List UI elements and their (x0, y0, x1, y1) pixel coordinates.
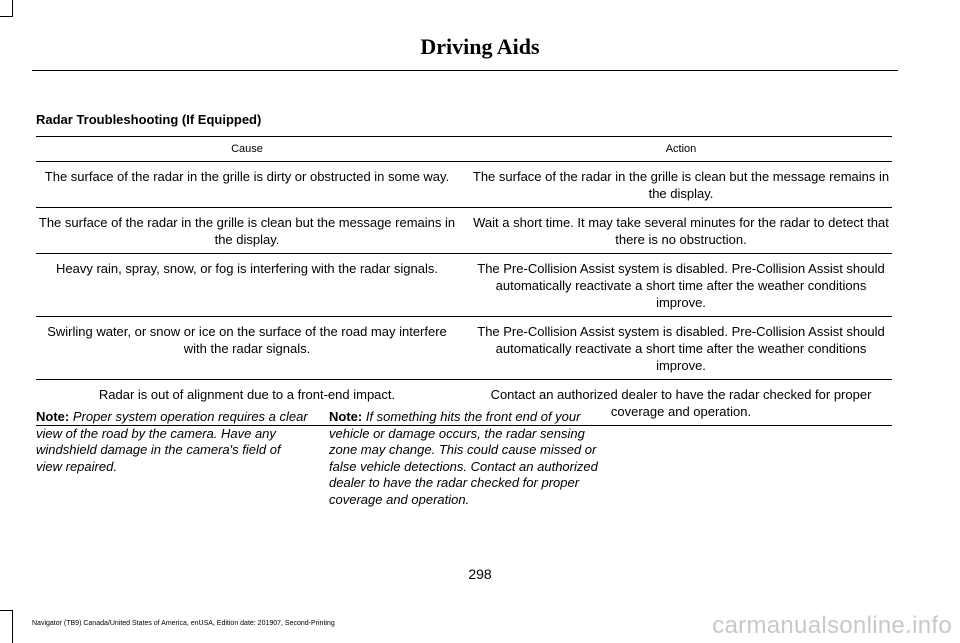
table-row (36, 208, 892, 254)
crop-mark-top-left-h (0, 16, 12, 17)
cause-cell: Swirling water, or snow or ice on the surface of the road may interfere with the radar signals. (47, 324, 447, 356)
header-divider (32, 70, 898, 71)
cause-cell: The surface of the radar in the grille is dirty or obstructed in some way. (44, 169, 450, 184)
note-label: Note: (329, 409, 363, 424)
action-cell: The Pre-Collision Assist system is disabled. Pre-Collision Assist should automatically reactivate a short time after the weather conditions improve. (477, 324, 885, 373)
footer-edition-info: Navigator (TB9) Canada/United States of America, enUSA, Edition date: 201907, Second-Printing (32, 620, 335, 627)
table-row (36, 317, 892, 380)
table-row (36, 162, 892, 208)
cause-cell: Radar is out of alignment due to a front-end impact. (98, 387, 396, 402)
section-title: Radar Troubleshooting (If Equipped) (36, 112, 262, 127)
action-cell: The Pre-Collision Assist system is disabled. Pre-Collision Assist should automatically reactivate a short time after the weather conditions improve. (477, 261, 885, 310)
crop-mark-bottom-left-v (12, 610, 13, 643)
page-number: 298 (468, 566, 492, 582)
note-text: If something hits the front end of your vehicle or damage occurs, the radar sensing zone may change. This could cause missed or false vehicle detections. Contact an authorized dealer to have the radar checked for proper coverage and operation. (329, 409, 598, 507)
note-text: Proper system operation requires a clear view of the road by the camera. Have any windshield damage in the camera's field of view repaired. (36, 409, 308, 474)
note-camera (36, 409, 308, 475)
column-header-action: Action (665, 142, 697, 155)
note-radar-damage (329, 409, 601, 509)
table-header-row (36, 136, 892, 162)
action-cell: The surface of the radar in the grille is clean but the message remains in the display. (472, 169, 890, 201)
column-header-cause: Cause (231, 142, 263, 155)
action-cell: Wait a short time. It may take several minutes for the radar to detect that there is no obstruction. (473, 215, 889, 247)
table-row (36, 254, 892, 317)
troubleshooting-table (36, 136, 892, 426)
action-cell: Contact an authorized dealer to have the radar checked for proper coverage and operation. (490, 387, 872, 419)
crop-mark-top-left-v (12, 0, 13, 17)
page-header-title: Driving Aids (420, 34, 540, 59)
crop-mark-bottom-left-h (0, 610, 12, 611)
cause-cell: The surface of the radar in the grille is clean but the message remains in the display. (38, 215, 456, 247)
note-label: Note: (36, 409, 70, 424)
cause-cell: Heavy rain, spray, snow, or fog is interfering with the radar signals. (56, 261, 438, 276)
watermark: carmanualsonline.info (712, 612, 952, 639)
